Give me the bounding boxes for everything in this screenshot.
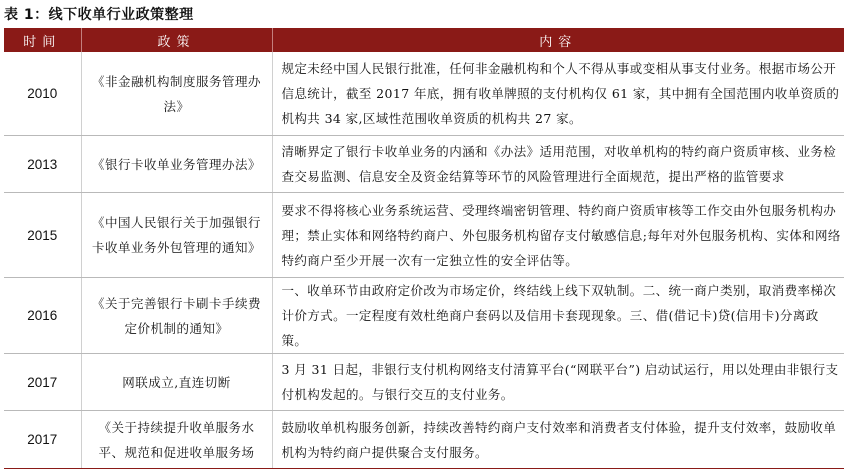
year-cell: 2010 (4, 52, 81, 136)
header-policy: 政策 (81, 28, 272, 52)
table-caption: 表 1：线下收单行业政策整理 (4, 7, 194, 23)
header-content: 内容 (272, 28, 844, 52)
policy-table (4, 28, 844, 469)
content-cell: 3 月 31 日起，非银行支付机构网络支付清算平台(“网联平台”) 启动试运行，用以处理由非银行支付机构发起的。与银行交互的支付业务。 (272, 354, 844, 411)
policy-cell: 网联成立,直连切断 (81, 354, 272, 411)
table-row (4, 354, 844, 411)
table-row (4, 52, 844, 136)
header-time: 时间 (4, 28, 81, 52)
content-cell: 规定未经中国人民银行批准，任何非金融机构和个人不得从事或变相从事支付业务。根据市场公开信息统计，截至 2017 年底，拥有收单牌照的支付机构仅 61 家，其中拥有全国范围内收单资质的机构共 34 家,区域性范围收单资质的机构共 27 家。 (272, 52, 844, 136)
policy-cell: 《非金融机构制度服务管理办法》 (81, 52, 272, 136)
content-cell: 要求不得将核心业务系统运营、受理终端密钥管理、特约商户资质审核等工作交由外包服务机构办理；禁止实体和网络特约商户、外包服务机构留存支付敏感信息;每年对外包服务机构、实体和网络特约商户至少开展一次有一定独立性的安全评估等。 (272, 193, 844, 278)
year-cell: 2017 (4, 411, 81, 469)
year-cell: 2015 (4, 193, 81, 278)
content-cell: 清晰界定了银行卡收单业务的内涵和《办法》适用范围，对收单机构的特约商户资质审核、业务检查交易监测、信息安全及资金结算等环节的风险管理进行全面规范，提出严格的监管要求 (272, 136, 844, 193)
policy-cell: 《关于完善银行卡刷卡手续费定价机制的通知》 (81, 278, 272, 354)
table-row (4, 136, 844, 193)
policy-cell: 《银行卡收单业务管理办法》 (81, 136, 272, 193)
policy-cell: 《关于持续提升收单服务水平、规范和促进收单服务场 (81, 411, 272, 469)
content-cell: 一、收单环节由政府定价改为市场定价，终结线上线下双轨制。二、统一商户类别，取消费率梯次计价方式。一定程度有效杜绝商户套码以及信用卡套现现象。三、借(借记卡)贷(信用卡)分离政策。 (272, 278, 844, 354)
year-cell: 2013 (4, 136, 81, 193)
table-row (4, 278, 844, 354)
policy-cell: 《中国人民银行关于加强银行卡收单业务外包管理的通知》 (81, 193, 272, 278)
year-cell: 2016 (4, 278, 81, 354)
table-row (4, 193, 844, 278)
table-row (4, 411, 844, 469)
table-header (4, 28, 844, 52)
year-cell: 2017 (4, 354, 81, 411)
content-cell: 鼓励收单机构服务创新，持续改善特约商户支付效率和消费者支付体验，提升支付效率，鼓励收单机构为特约商户提供聚合支付服务。 (272, 411, 844, 469)
